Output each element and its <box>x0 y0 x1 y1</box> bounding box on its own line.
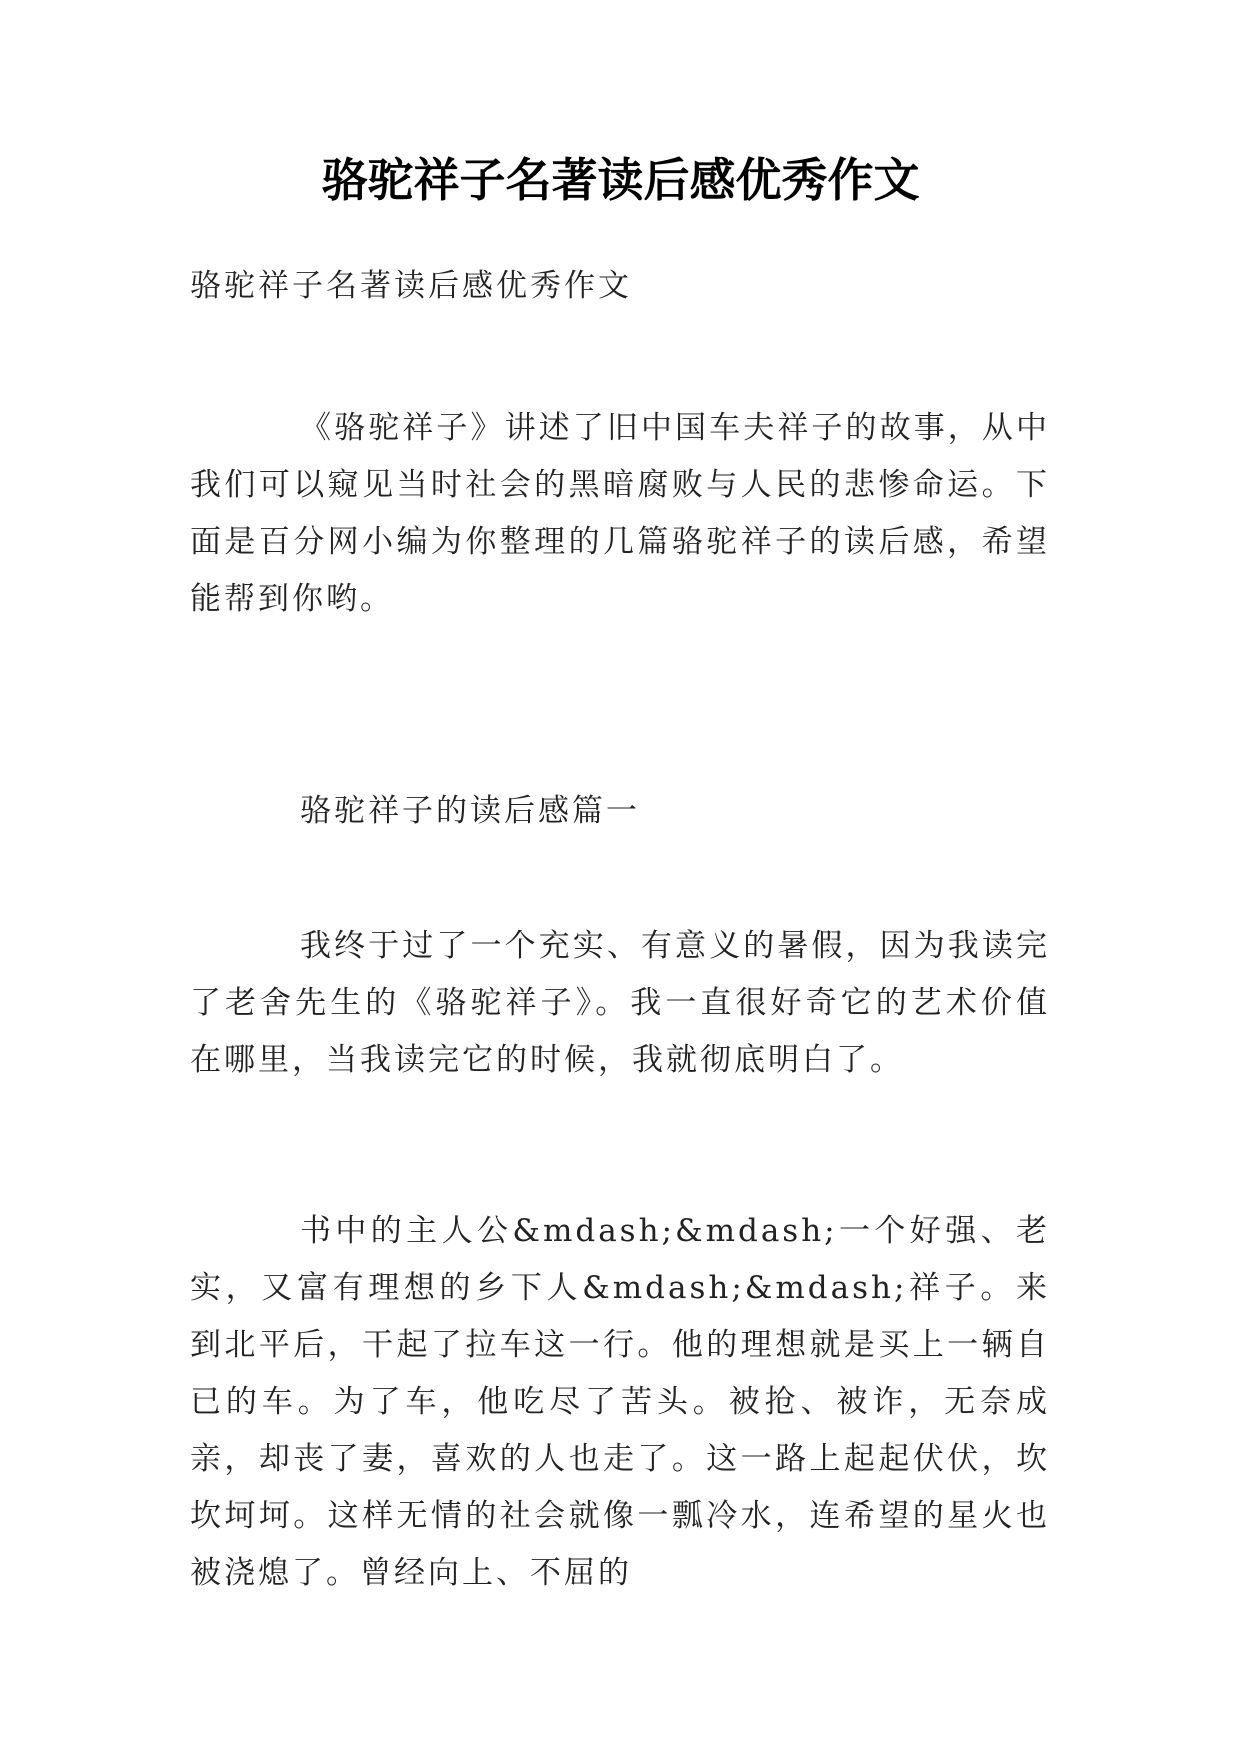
body-paragraph-2: 书中的主人公&mdash;&mdash;一个好强、老实，又富有理想的乡下人&mdash;&mdash;祥子。来到北平后，干起了拉车这一行。他的理想就是买上一辆自已的车。为了车，他吃尽了苦头。被抢、被诈，无奈成亲，却丧了妻，喜欢的人也走了。这一路上起起伏伏，坎坎坷坷。这样无情的社会就像一瓢冷水，连希望的星火也被浇熄了。曾经向上、不屈的 <box>190 1213 1050 1591</box>
section-heading: 骆驼祥子的读后感篇一 <box>300 793 640 829</box>
intro-paragraph: 《骆驼祥子》讲述了旧中国车夫祥子的故事，从中我们可以窥见当时社会的黑暗腐败与人民的悲惨命运。下面是百分网小编为你整理的几篇骆驼祥子的读后感，希望能帮到你哟。 <box>190 410 1050 617</box>
document-title: 骆驼祥子名著读后感优秀作文 <box>321 153 920 207</box>
body-paragraph-1: 我终于过了一个充实、有意义的暑假，因为我读完了老舍先生的《骆驼祥子》。我一直很好奇它的艺术价值在哪里，当我读完它的时候，我就彻底明白了。 <box>190 928 1050 1078</box>
document-subtitle: 骆驼祥子名著读后感优秀作文 <box>190 268 632 304</box>
